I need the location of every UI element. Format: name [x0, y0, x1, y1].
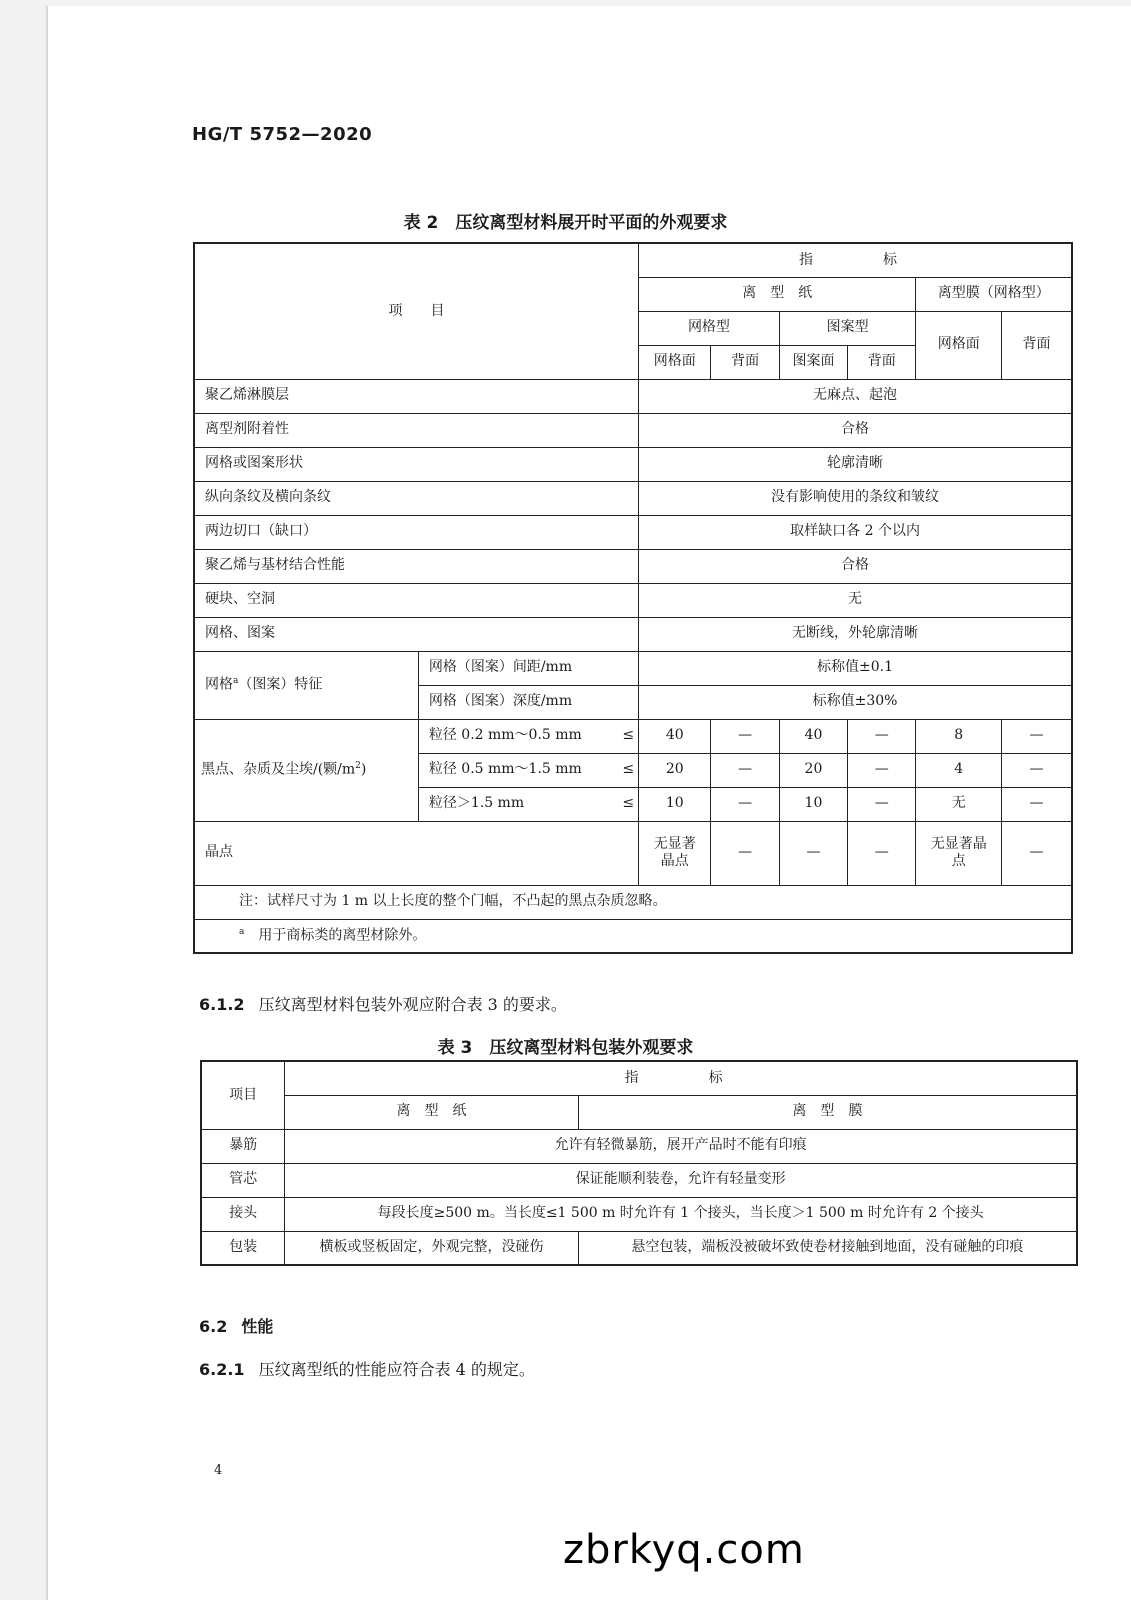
- site-watermark: zbrkyq.com: [563, 1527, 805, 1573]
- t2-footnote: $^a$ 用于商标类的离型材除外。: [194, 919, 1072, 953]
- t3-head-item: 项目: [201, 1061, 285, 1129]
- t2-feature-sub-value: 标称值±30%: [639, 685, 1072, 719]
- t2-row-value: 轮廓清晰: [639, 447, 1072, 481]
- t2-cell: —: [848, 821, 916, 885]
- t2-feature-sub-item: 网格（图案）间距/mm: [418, 651, 638, 685]
- t2-dots-sub-item: 粒径 0.5 mm～1.5 mm ≤: [418, 753, 638, 787]
- t2-feature-sub-item: 网格（图案）深度/mm: [418, 685, 638, 719]
- table-row: [194, 413, 1072, 447]
- para-6-2-1: 6.2.1 压纹离型纸的性能应符合表 4 的规定。: [199, 1360, 535, 1379]
- t2-head-back-2: 背面: [848, 345, 916, 379]
- t2-cell: 20: [639, 753, 711, 787]
- table-row: [194, 515, 1072, 549]
- t2-head-paper: 离 型 纸: [639, 277, 916, 311]
- t2-feature-sub-value: 标称值±0.1: [639, 651, 1072, 685]
- t2-head-pattern-type: 图案型: [779, 311, 916, 345]
- table-row: [194, 379, 1072, 413]
- t2-dots-sub-item: 粒径＞1.5 mm ≤: [418, 787, 638, 821]
- t2-cell: —: [848, 719, 916, 753]
- t2-cell: —: [779, 821, 847, 885]
- t3-pack-paper: 横板或竖板固定，外观完整，没碰伤: [285, 1231, 578, 1265]
- t2-cell: —: [711, 787, 779, 821]
- t2-cell: —: [711, 821, 779, 885]
- table-row: [194, 617, 1072, 651]
- t2-row-item: 离型剂附着性: [194, 413, 639, 447]
- t3-head-index: 指 标: [285, 1061, 1077, 1095]
- t2-row-item: 聚乙烯淋膜层: [194, 379, 639, 413]
- table-row: [201, 1197, 1077, 1231]
- t2-cell: —: [1002, 821, 1072, 885]
- t2-row-item: 聚乙烯与基材结合性能: [194, 549, 639, 583]
- t2-row-value: 没有影响使用的条纹和皱纹: [639, 481, 1072, 515]
- t2-head-grid-type: 网格型: [639, 311, 780, 345]
- table-row: [194, 885, 1072, 919]
- table-row: [201, 1231, 1077, 1265]
- t2-row-value: 合格: [639, 413, 1072, 447]
- t3-pack-item: 包装: [201, 1231, 285, 1265]
- t2-head-film: 离型膜（网格型）: [916, 277, 1072, 311]
- t2-cell: 4: [916, 753, 1002, 787]
- table-row: [194, 821, 1072, 885]
- t2-cell: —: [711, 719, 779, 753]
- t3-pack-film: 悬空包装，端板没被破坏致使卷材接触到地面，没有碰触的印痕: [578, 1231, 1077, 1265]
- t2-cell: 无: [916, 787, 1002, 821]
- t2-row-item: 网格或图案形状: [194, 447, 639, 481]
- t2-cell: —: [711, 753, 779, 787]
- t2-feature-label: 网格$^a$（图案）特征: [194, 651, 418, 719]
- t3-row-value: 允许有轻微暴筋，展开产品时不能有印痕: [285, 1129, 1077, 1163]
- t2-cell: —: [1002, 787, 1072, 821]
- t2-cell: 40: [779, 719, 847, 753]
- t2-head-back: 背面: [711, 345, 779, 379]
- t2-row-item: 硬块、空洞: [194, 583, 639, 617]
- t2-head-film-grid-face: 网格面: [916, 311, 1002, 379]
- table3-caption: 表 3 压纹离型材料包装外观要求: [437, 1038, 694, 1058]
- t2-cell: 10: [779, 787, 847, 821]
- t2-dots-sub-item: 粒径 0.2 mm～0.5 mm ≤: [418, 719, 638, 753]
- t2-cell: 10: [639, 787, 711, 821]
- t2-row-value: 取样缺口各 2 个以内: [639, 515, 1072, 549]
- t3-head-paper: 离 型 纸: [285, 1095, 578, 1129]
- t2-cell: —: [1002, 719, 1072, 753]
- t2-cell: 无显著晶点: [639, 821, 711, 885]
- t2-crystal-item: 晶点: [194, 821, 639, 885]
- table2: [193, 242, 1073, 954]
- t2-row-item: 两边切口（缺口）: [194, 515, 639, 549]
- para-6-1-2: 6.1.2 压纹离型材料包装外观应附合表 3 的要求。: [199, 995, 567, 1014]
- doc-id-header: HG/T 5752—2020: [192, 124, 373, 145]
- table-row: [194, 583, 1072, 617]
- t3-row-value: 每段长度≥500 m。当长度≤1 500 m 时允许有 1 个接头，当长度＞1 500 m 时允许有 2 个接头: [285, 1197, 1077, 1231]
- t3-row-item: 暴筋: [201, 1129, 285, 1163]
- t2-row-value: 无麻点、起泡: [639, 379, 1072, 413]
- t2-head-item: 项 目: [194, 243, 639, 379]
- t2-head-pattern-face: 图案面: [779, 345, 847, 379]
- t2-row-value: 无断线，外轮廓清晰: [639, 617, 1072, 651]
- table-row: [201, 1129, 1077, 1163]
- t2-cell: 8: [916, 719, 1002, 753]
- table-row: [194, 549, 1072, 583]
- t2-dots-label: 黑点、杂质及尘埃/(颗$/m^2$): [194, 719, 418, 821]
- t3-row-item: 接头: [201, 1197, 285, 1231]
- page-number: 4: [214, 1463, 223, 1478]
- t2-head-film-back: 背面: [1002, 311, 1072, 379]
- t2-head-grid-face: 网格面: [639, 345, 711, 379]
- table-row: [194, 719, 1072, 753]
- table-row: [194, 481, 1072, 515]
- t2-cell: —: [848, 753, 916, 787]
- t2-row-value: 无: [639, 583, 1072, 617]
- table2-caption: 表 2 压纹离型材料展开时平面的外观要求: [403, 213, 728, 233]
- t2-row-value: 合格: [639, 549, 1072, 583]
- t2-head-index: 指 标: [639, 243, 1072, 277]
- table3: [200, 1060, 1078, 1266]
- t2-row-item: 网格、图案: [194, 617, 639, 651]
- t3-row-value: 保证能顺利装卷，允许有轻量变形: [285, 1163, 1077, 1197]
- t2-note: 注：试样尺寸为 1 m 以上长度的整个门幅，不凸起的黑点杂质忽略。: [194, 885, 1072, 919]
- section-6-2: 6.2 性能: [199, 1317, 274, 1336]
- table-row: [194, 651, 1072, 685]
- table-row: [194, 447, 1072, 481]
- t3-head-film: 离 型 膜: [578, 1095, 1077, 1129]
- t3-row-item: 管芯: [201, 1163, 285, 1197]
- table-row: [194, 919, 1072, 953]
- t2-cell: 无显著晶点: [916, 821, 1002, 885]
- t2-cell: 20: [779, 753, 847, 787]
- t2-cell: —: [848, 787, 916, 821]
- t2-cell: —: [1002, 753, 1072, 787]
- table-row: [201, 1163, 1077, 1197]
- t2-cell: 40: [639, 719, 711, 753]
- t2-row-item: 纵向条纹及横向条纹: [194, 481, 639, 515]
